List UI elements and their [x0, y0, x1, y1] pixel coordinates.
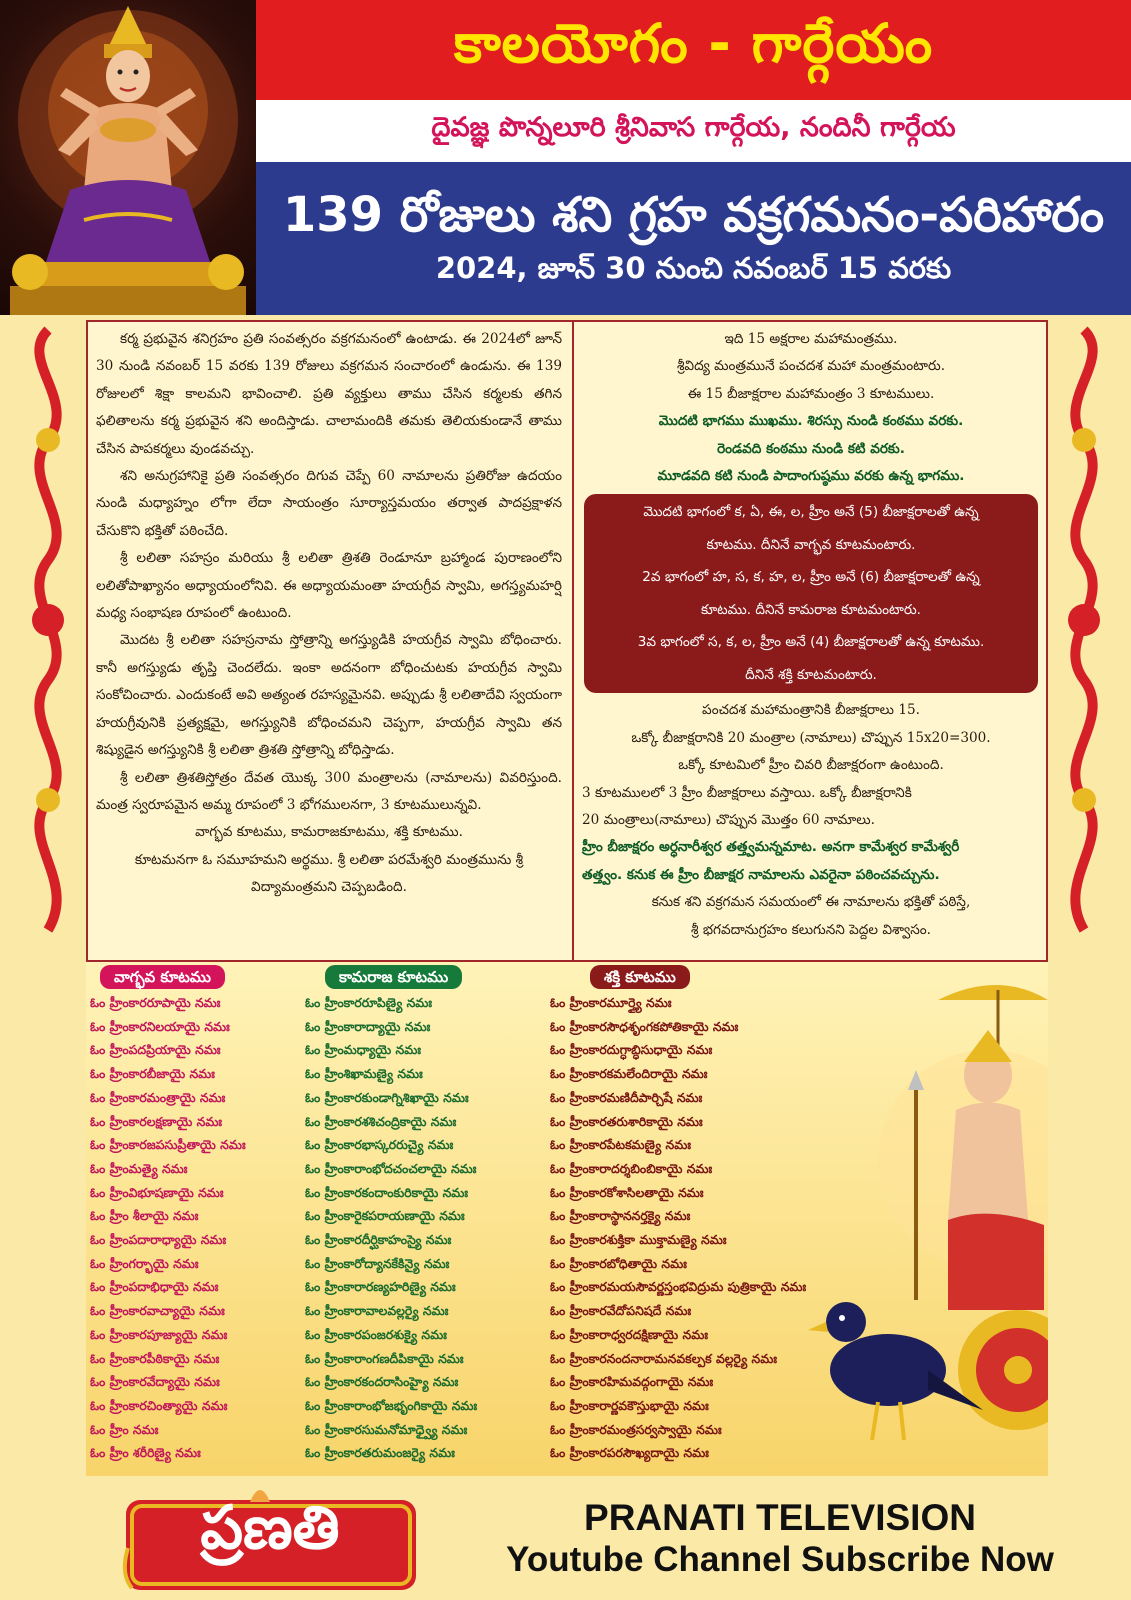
name-item: ఓం హ్రీంకారపరసౌఖ్యదాయై నమః	[550, 1445, 709, 1461]
name-item: ఓం హ్రీంకారమణిదీపార్చిషే నమః	[550, 1089, 703, 1105]
shakti-heading: శక్తి కూటము	[590, 965, 690, 989]
name-item: ఓం హ్రీంకారాధ్వరదక్షిణాయై నమః	[550, 1326, 709, 1342]
paragraph: శని అనుగ్రహానికై ప్రతి సంవత్సరం దిగువ చెప్పే 60 నామాలను ప్రతిరోజు ఉదయం నుండి మధ్యాహ్నం లోగా లేదా సాయంత్రం సూర్యాస్తమయం తర్వాత పాదప్రక్షాళన చేసుకొని భక్తితో పఠించేది.	[96, 468, 562, 539]
name-item: ఓం హ్రీంకారసుమనోమాధ్వ్యై నమః	[305, 1421, 468, 1437]
goddess-lalitha-icon	[0, 0, 256, 315]
name-item: ఓం హ్రీంకారనిలయాయై నమః	[90, 1018, 230, 1034]
name-item: ఓం హ్రీంకారశుక్తికా ముక్తామణ్యై నమః	[550, 1232, 727, 1248]
kamaraja-kutam-column	[305, 965, 477, 1465]
name-item: ఓం హ్రీంకారార్ణవకౌస్తుభాయై నమః	[550, 1397, 709, 1413]
name-item: ఓం హ్రీంకారాంభోజభృంగికాయై నమః	[305, 1397, 478, 1413]
name-item: ఓం హ్రీంకారవేద్యాయై నమః	[90, 1374, 220, 1390]
page-title: కాలయోగం - గార్గేయం	[453, 11, 934, 75]
name-item: ఓం హ్రీంకారశశిచంద్రికాయై నమః	[305, 1113, 457, 1129]
text-line: పంచదశ మహామంత్రానికి బీజాక్షరాలు 15.	[702, 702, 920, 719]
name-item: ఓం హ్రీంకారైకపరాయణాయై నమః	[305, 1208, 465, 1224]
kamaraja-heading: కామరాజ కూటము	[325, 965, 462, 989]
paragraph: శ్రీ లలితా త్రిశతిస్తోత్రం దేవత యొక్క 300 మంత్రాలను (నామాలను) వివరిస్తుంది. మంత్ర స్వరూపమైన అమ్మ రూపంలో 3 భోగములనగా, 3 కూటములున్నవి.	[96, 769, 562, 813]
paragraph: కూటమనగా ఓ సమూహమని అర్థము. శ్రీ లలితా పరమేశ్వరి మంత్రమును శ్రీ విద్యామంత్రమని చెప్పబడింది.	[134, 851, 524, 896]
text-line: 3వ భాగంలో స, క, ల, హ్రీం అనే (4) బీజాక్షరాలతో ఉన్న కూటము.	[637, 634, 985, 651]
kamaraja-name-list	[305, 991, 477, 1465]
name-item: ఓం హ్రీంకారాంగణదీపికాయై నమః	[305, 1350, 464, 1366]
name-item: ఓం హ్రీంపదారాధ్యాయై నమః	[90, 1232, 227, 1248]
vagbhava-name-list	[90, 991, 246, 1465]
name-item: ఓం హ్రీంకారమంత్రాయై నమః	[90, 1089, 226, 1105]
vagbhava-kutam-column	[90, 965, 246, 1465]
text-line: మొదటి భాగంలో క, ఏ, ఈ, ల, హ్రీం అనే (5) బీజాక్షరాలతో ఉన్న	[643, 504, 979, 521]
name-item: ఓం హ్రీంకారాదర్శబింబికాయై నమః	[550, 1160, 713, 1176]
name-item: ఓం హ్రీంకారనందనారామనవకల్పక వల్లర్యై నమః	[550, 1350, 778, 1366]
shani-illustration	[808, 970, 1048, 1470]
name-item: ఓం హ్రీంకారతరుమంజర్యై నమః	[305, 1445, 455, 1461]
name-item: ఓం హ్రీంకారహిమవద్గంగాయై నమః	[550, 1374, 714, 1390]
name-item: ఓం హ్రీంవిభూషణాయై నమః	[90, 1184, 224, 1200]
text-line: 2వ భాగంలో హ, స, క, హ, ల, హ్రీం అనే (6) బీజాక్షరాలతో ఉన్న	[642, 569, 980, 586]
text-line: కూటము. దీనినే వాగ్భవ కూటమంటారు.	[706, 536, 916, 553]
name-item: ఓం హ్రీంకారపేటకమణ్యై నమః	[550, 1137, 691, 1153]
name-item: ఓం హ్రీం నమః	[90, 1421, 159, 1437]
name-item: ఓం హ్రీంకారసౌధశృంగకపోతికాయై నమః	[550, 1018, 739, 1034]
text-line: 3 కూటములలో 3 హ్రీం బీజాక్షరాలు వస్తాయి. ఒక్కో బీజాక్షరానికి	[582, 784, 912, 801]
text-line: ఇది 15 అక్షరాల మహామంత్రము.	[724, 331, 898, 347]
right-scroll-ornament-icon	[1048, 320, 1124, 940]
text-line: హ్రీం బీజాక్షరం అర్ధనారీశ్వర తత్త్వమన్నమాట. అనగా కామేశ్వర కామేశ్వరీ	[582, 839, 960, 856]
shakti-kutam-column	[550, 965, 806, 1465]
paragraph: వాగ్భవ కూటము, కామరాజకూటము, శక్తి కూటము.	[195, 824, 463, 841]
text-line: కనుక శని వక్రగమన సమయంలో ఈ నామాలను భక్తితో పఠిస్తే,	[651, 894, 971, 911]
name-item: ఓం హ్రీంకారరూపిణ్యై నమః	[305, 995, 433, 1010]
name-item: ఓం హ్రీంకారమూర్త్యై నమః	[550, 995, 672, 1010]
shakti-name-list	[550, 991, 806, 1465]
authors-band	[256, 100, 1131, 162]
logo-text: ప్రణతి	[200, 1493, 340, 1563]
name-item: ఓం హ్రీంమత్యై నమః	[90, 1160, 188, 1176]
paragraph: మొదట శ్రీ లలితా సహస్రనామ స్తోత్రాన్ని అగస్త్యుడికి హయగ్రీవ స్వామి బోధించారు. కానీ అగస్త్యుడు తృప్తి చెందలేదు. ఇంకా అదనంగా బోధించుటకు హయగ్రీవ స్వామి సంకోచించారు. ఎందుకంటే అవి అత్యంత రహస్యమైనవి. అప్పుడు శ్రీ లలితాదేవి స్వయంగా హయగ్రీవునికి ప్రత్యక్షమై, అగస్త్యునికి బోధించమని చెప్పగా, హయగ్రీవ స్వామి తన శిష్యుడైన అగస్త్యునికి శ్రీ లలితా త్రిశతి స్తోత్రాన్ని బోధిస్తాడు.	[96, 632, 562, 759]
name-item: ఓం హ్రీంకారకందరాసింహ్యై నమః	[305, 1374, 459, 1390]
name-item: ఓం హ్రీంకారతరుశారికాయై నమః	[550, 1113, 703, 1129]
name-item: ఓం హ్రీంగర్భాయై నమః	[90, 1255, 199, 1271]
text-line: శ్రీ భగవదానుగ్రహం కలుగునని పెద్దల విశ్వాసం.	[691, 921, 931, 938]
name-item: ఓం హ్రీంకారపూజ్యాయై నమః	[90, 1326, 228, 1342]
headline: 139 రోజులు శని గ్రహ వక్రగమనం-పరిహారం	[282, 186, 1105, 243]
goddess-illustration	[0, 0, 256, 315]
text-line: ఒక్కో కూటమిలో హ్రీం చివరి బీజాక్షరంగా ఉంటుంది.	[678, 757, 944, 774]
kutam-highlight-box	[584, 494, 1038, 693]
name-item: ఓం హ్రీం శరీరిణ్యై నమః	[90, 1445, 201, 1461]
name-item: ఓం హ్రీంమధ్యాయై నమః	[305, 1042, 421, 1058]
name-item: ఓం హ్రీంకారచింత్యాయై నమః	[90, 1397, 228, 1413]
text-line: తత్త్వం. కనుక ఈ హ్రీం బీజాక్షర నామాలను ఎవరైనా పఠించవచ్చును.	[582, 866, 940, 883]
name-item: ఓం హ్రీంకారకమలేందిరాయై నమః	[550, 1066, 708, 1082]
text-line: రెండవది కంఠము నుండి కటి వరకు.	[717, 440, 905, 457]
text-line: కూటము. దీనినే కామరాజ కూటమంటారు.	[700, 601, 922, 618]
date-range: 2024, జూన్ 30 నుంచి నవంబర్ 15 వరకు	[435, 250, 952, 285]
title-band	[256, 0, 1131, 100]
text-line: శ్రీవిద్య మంత్రమునే పంచదశ మహా మంత్రమంటారు.	[676, 358, 946, 375]
name-item: ఓం హ్రీంకారమయసౌవర్ణస్తంభవిద్రుమ పుత్రికాయై నమః	[550, 1279, 807, 1295]
shani-deva-icon	[808, 970, 1048, 1470]
left-text-column	[86, 320, 572, 960]
name-item: ఓం హ్రీంకారకుండాగ్నిశిఖాయై నమః	[305, 1089, 469, 1105]
vagbhava-heading: వాగ్భవ కూటము	[100, 965, 225, 989]
name-item: ఓం హ్రీంకారబోధితాయై నమః	[550, 1255, 687, 1271]
text-line: 20 మంత్రాలు(నామాలు) చొప్పున మొత్తం 60 నామాలు.	[582, 812, 875, 829]
authors-line: దైవజ్ఞ పొన్నలూరి శ్రీనివాస గార్గేయ, నందినీ గార్గేయ	[431, 112, 956, 143]
channel-name: PRANATI TELEVISION	[584, 1497, 976, 1538]
name-item: ఓం హ్రీంకారవాచ్యాయై నమః	[90, 1303, 225, 1319]
name-item: ఓం హ్రీంపదాభిధాయై నమః	[90, 1279, 219, 1295]
text-line: మొదటి భాగము ముఖము. శిరస్సు నుండి కంఠము వరకు.	[658, 413, 964, 430]
name-item: ఓం హ్రీంకారభాస్కరరుచ్యై నమః	[305, 1137, 454, 1153]
name-item: ఓం హ్రీంకారాంభోదచంచలాయై నమః	[305, 1160, 477, 1176]
text-line: మూడవది కటి నుండి పాదాంగుష్ఠము వరకు ఉన్న భాగము.	[657, 468, 965, 485]
name-item: ఓం హ్రీంకారాస్థాననర్తక్యై నమః	[550, 1208, 691, 1224]
name-item: ఓం హ్రీంకారరూపాయై నమః	[90, 995, 221, 1010]
paragraph: కర్మ ప్రభువైన శనిగ్రహం ప్రతి సంవత్సరం వక్రగమనంలో ఉంటాడు. ఈ 2024లో జూన్ 30 నుండి నవంబర్ 15 వరకు 139 రోజులు వక్రగమన సంచారంలో ఉండును. ఈ 139 రోజులలో శిక్షా కాలమని భావించాలి. ప్రతి వ్యక్తులు తాము చేసిన కర్మలకు తగిన ఫలితాలను కర్మ ప్రభువైన శని అందిస్తాడు. చాలామందికి తమకు తెలియకుండానే తాము చేసిన పాపకర్మలు వుండవచ్చు.	[96, 331, 562, 457]
paragraph: శ్రీ లలితా సహస్రం మరియు శ్రీ లలితా త్రిశతి రెండూనూ బ్రహ్మాండ పురాణంలోని లలితోపాఖ్యానం అధ్యాయంలోనివి. ఈ అధ్యాయమంతా హయగ్రీవ స్వామి, అగస్త్యమహర్షి మధ్య సంభాషణ రూపంలో ఉంటుంది.	[96, 550, 562, 622]
subscribe-cta: Youtube Channel Subscribe Now	[506, 1540, 1054, 1579]
name-item: ఓం హ్రీంకారకోశాసిలతాయై నమః	[550, 1184, 704, 1200]
name-item: ఓం హ్రీంకారపంజరశుక్యై నమః	[305, 1326, 447, 1342]
name-item: ఓం హ్రీంపదప్రియాయై నమః	[90, 1042, 221, 1058]
name-item: ఓం హ్రీంకారదుగ్ధాబ్ధిసుధాయై నమః	[550, 1042, 713, 1058]
name-item: ఓం హ్రీంకారారణ్యహరిణ్యై నమః	[305, 1279, 456, 1295]
name-item: ఓం హ్రీంకారకందాంకురికాయై నమః	[305, 1184, 469, 1200]
name-item: ఓం హ్రీంకారబీజాయై నమః	[90, 1066, 215, 1082]
name-item: ఓం హ్రీంకారపీఠికాయై నమః	[90, 1350, 220, 1366]
name-item: ఓం హ్రీంకారదీర్ఘికాహంస్యై నమః	[305, 1232, 452, 1248]
left-scroll-ornament-icon	[8, 320, 84, 940]
name-item: ఓం హ్రీంకారజపసుప్రీతాయై నమః	[90, 1137, 246, 1153]
text-line: ఒక్కో బీజాక్షరానికి 20 మంత్రాల (నామాలు) చొప్పున 15x20=300.	[631, 729, 991, 746]
right-text-column	[574, 320, 1048, 960]
text-line: దీనినే శక్తి కూటమంటారు.	[745, 666, 877, 683]
name-item: ఓం హ్రీంశిఖామణ్యై నమః	[305, 1066, 423, 1082]
name-item: ఓం హ్రీం శీలాయై నమః	[90, 1208, 199, 1224]
name-item: ఓం హ్రీంకారమంత్రసర్వస్వాయై నమః	[550, 1421, 722, 1437]
name-item: ఓం హ్రీంకారలక్షణాయై నమః	[90, 1113, 223, 1129]
text-line: ఈ 15 బీజాక్షరాల మహామంత్రం 3 కూటములు.	[687, 385, 935, 402]
headline-band	[256, 162, 1131, 315]
name-item: ఓం హ్రీంకారోద్యానకేకిన్యై నమః	[305, 1255, 450, 1271]
name-item: ఓం హ్రీంకారవేదోపనిషదే నమః	[550, 1303, 692, 1319]
name-item: ఓం హ్రీంకారాద్యాయై నమః	[305, 1018, 431, 1034]
name-item: ఓం హ్రీంకారావాలవల్లర్యై నమః	[305, 1303, 449, 1319]
